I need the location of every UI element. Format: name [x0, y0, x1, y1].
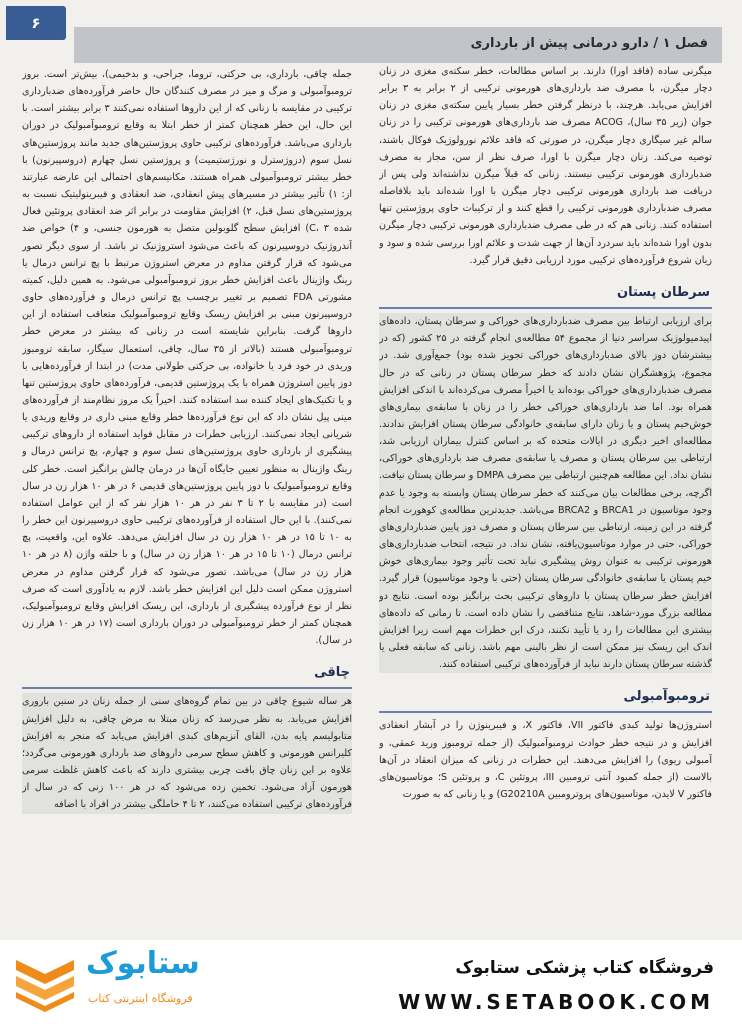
thromboembolism-continued-paragraph: جمله چاقی، بارداری، بی حرکتی، تروما، جراحی، و بدخیمی)، بیش‌تر است. بروز ترومبوآمبولی و مرگ و میر در مصرف کنندگان حال حاضر فرآورده‌های ضدبارداری ترکیبی در مقایسه با زنانی که از این داروها استفاده نمی‌کنند ۳ برابر بیشتر است. با این حال، این خطر همچنان کمتر از خطر ابتلا به وقایع ترومبوآمبولیک در دوران بارداری می‌باشد. فرآورده‌های ترکیبی حاوی پروژستین‌های جدید مانند پروژستین‌های نسل سوم (دزوژسترل و نورژستیمیت) و پروژستین نسل چهارم (دروسپیرنون) با خطر بیشتر ترومبوآمبولی همراه هستند. مکانیسم‌های احتمالی این عارضه عبارتند از: ۱) تأثیر بیشتر در مسیرهای پیش انعقادی، ضد انعقادی و فیبرینولیتیک نسبت به پروژستین‌های نسل قبل، ۲) افزایش مقاومت در برابر اثر ضد انعقادی پروتئین فعال شده C، ۳) افزایش سطح گلوبولین متصل به هورمون جنسی، و ۴) خواص ضد آندروژنیک دروسپیرنون که باعث می‌شود استروژنیک تر باشد. از سوی دیگر تصور می‌شود که قرار گرفتن مداوم در معرض استروژن مرتبط با پچ ترانس درمال یا رینگ واژینال باعث افزایش خطر بروز ترومبوآمبولی می‌شود. به همین دلیل، کمیته مشورتی FDA تصمیم بر تغییر برچسب پچ ترانس درمال و فرآورده‌های حاوی دروسپیرنون مبنی بر افزایش ریسک وقایع ترومبوآمبولیک متعاقب استفاده از این داروها گرفت. بنابراین شایسته است در زنانی که بیشتر در معرض خطر ترومبوآمبولی هستند (بالاتر از ۳۵ سال، چاقی، استعمال سیگار، سابقه ترومبوز وریدی در خود فرد یا خانواده، بی حرکتی طولانی مدت) در ابتدا از فرآورده‌هایی با دوز پایین استروژن همراه با یک پروژستین قدیمی، فرآورده‌های حاوی پروژستین تنها و یا تکنیک‌های ایجاد کننده سد استفاده کنند. اخیراً یک مروز نظام‌مند از فرآورده‌های مینی پیل نشان داد که این نوع فرآورده‌ها خطر وقایع مبنی داری در وقایع وریدی یا شریانی ایجاد نمی‌کنند. ارزیابی خطرات در مقابل فواید استفاده از داروهای ترکیبی پیشگیری از بارداری حاوی پروژستین‌های نسل سوم و چهارم، پچ ترانس درمال و رینگ واژینال به منظور تعیین جایگاه آن‌ها در درمان چالش برانگیز است. خطر کلی وقایع ترومبوآمبولیک با دوز پایین پروژستین‌های قدیمی ۶ در هر ۱۰ هزار زن در سال است (در مقایسه با ۲ تا ۳ نفر در هر ۱۰ هزار نفر که از این عوامل استفاده نمی‌کنند). با این حال استفاده از فرآورده‌های ترکیبی حاوی دروسپیرنون این خطر را به ۱۰ تا ۱۵ در هر ۱۰ هزار زن در سال افزایش می‌دهد. علاوه این، واقعیت، پچ ترانس درمال (۱۰ تا ۱۵ در هر ۱۰ هزار زن در سال) و با حلقه واژن (۸ در هر ۱۰ هزار زن در سال) می‌باشد. تصور می‌شود که قرار گرفتن مداوم در معرض استروژن ممکن است دلیل این افزایش خطر باشد. لازم به یادآوری است که صرف نظر از نوع فرآورده پیشگیری از بارداری، این ریسک افزایش وقایع ترومبوآمبولیک، همچنان کمتر از خطر ترومبوآمبولی در دوران بارداری است (۱۷ در هر ۱۰ هزار زن در سال). — [22, 69, 352, 647]
thromboembolism-paragraph: استروژن‌ها تولید کبدی فاکتور VII، فاکتور X، و فیبرینوژن را در آبشار انعقادی افزایش و در نتیجه خطر حوادث ترومبوآمبولیک (از جمله ترومبوز ورید عمقی، و آمبولی ریوی) را افزایش می‌دهند. این خطرات در زنانی که میزان انعقاد در آن‌ها بالاست (از جمله کمبود آنتی ترومبین III، پروتئین C، و پروتئین S؛ موتاسیون‌های فاکتور V لایدن، موتاسیون‌های پروترومبین G20210A) و یا زنانی که به صورت — [379, 720, 712, 801]
obesity-heading: چاقی — [22, 661, 352, 689]
obesity-block — [22, 693, 352, 813]
page-number: ۶ — [6, 6, 66, 40]
chapter-title: فصل ۱ / دارو درمانی پیش از بارداری — [470, 36, 708, 51]
chapter-header-bar — [74, 27, 722, 63]
store-url[interactable]: WWW.SETABOOK.COM — [398, 990, 714, 1014]
breast-cancer-block — [379, 313, 712, 673]
right-column — [379, 63, 712, 940]
logo-tagline: فروشگاه اینترنتی کتاب — [88, 992, 193, 1005]
logo-wordmark: ستابوک — [86, 946, 200, 981]
obesity-paragraph: هر ساله شیوع چاقی در بین تمام گروه‌های سنی از جمله زنان در سنین باروری افزایش می‌یابد. به نظر می‌رسد که زنان مبتلا به مرض چاقی، به دلیل افزایش متابولیسم پایه بدن، القای آنزیم‌های کبدی افزایش می‌یابد که منجر به افزایش کلیرانس هورمونی و کاهش سطح سرمی داروهای ضد بارداری هورمونی می‌گردد؛ علاوه بر این زنان چاق بافت چربی بیشتری دارند که باعث کاهش غلظت سرمی هورمون آزاد می‌شود. تخمین زده می‌شود که در هر ۱۰۰ زنی که در سال از فرآورده‌های ترکیبی استفاده می‌کنند، ۲ تا ۴ حاملگی بیشتر در افراد با اضافه — [22, 696, 352, 811]
store-logo — [12, 946, 302, 1018]
store-name: فروشگاه کتاب پزشکی ستابوک — [455, 958, 714, 978]
left-column — [22, 66, 352, 940]
thromboembolism-heading: ترومبوآمبولی — [379, 685, 712, 713]
breast-cancer-heading: سرطان پستان — [379, 281, 712, 309]
book-chevron-icon — [12, 952, 78, 1012]
breast-cancer-paragraph: برای ارزیابی ارتباط بین مصرف ضدبارداری‌های خوراکی و سرطان پستان، داده‌های اپیدمیولوژیک سراسر دنیا از مجموع ۵۴ مطالعه‌ی انجام گرفته در ۲۵ کشور (که در بیشترشان دوز بالای ضدبارداری‌های خوراکی تجویز شده بود) جمع‌آوری شد. در مجموع، پژوهشگران نشان دادند که خطر سرطان پستان در زنانی که در حال مصرف ضدبارداری‌های خوراکی بوده‌اند یا اخیراً مصرف می‌کرده‌اند با اندکی افزایش همراه بود. اما ضد بارداری‌های خوراکی خطر را در زنان با سابقه‌ی بیماری‌های خوش‌خیم پستان و یا زنان دارای سابقه‌ی خانوادگی سرطان پستان افزایش ندادند. مطالعه‌ای اخیر دیگری در ایالات متحده که بر اساس کنترل بیماران ارزیابی شد، ارتباطی بین سرطان پستان و مصرف یا سابقه‌ی مصرف ضد بارداری‌های خوراکی، نشان نداد. این مطالعه هم‌چنین ارتباطی بین مصرف DMPA و سرطان پستان نیافت. اگرچه، برخی مطالعات بیان می‌کنند که خطر سرطان پستان وابسته به وجود یا عدم وجود موتاسیون در BRCA1 و BRCA2 می‌باشد. جدیدترین مطالعه‌ی کوهورت انجام گرفته در این زمینه، ارتباطی بین سرطان پستان و مصرف دوز پایین ضدبارداری‌های خوراکی، حتی در موارد موتاسیون‌یافته، نشان نداد. در نتیجه، انتخاب ضدبارداری‌های هورمونی ترکیبی به عنوان روش پیشگیری نباید تحت تأثیر وجود بیماری‌های خوش خیم پستان یا سابقه‌ی خانوادگی سرطان پستان (حتی با وجود موتاسیون) قرار گیرد. افزایش خطر سرطان پستان با داروهای ترکیبی بحث برانگیز بوده است. نتایج دو مطالعه بزرگ مورد-شاهد، نتایج متناقضی را نشان داده است. تا زمانی که داده‌های بیشتری این مطالعات را رد یا تأیید نکنند، درک این خطرات مهم است زیرا افزایش اندک این ریسک نیز ممکن است از نظر بالینی مهم باشد. زنانی که سابقه فعلی یا گذشته سرطان پستان دارند نباید از فرآورده‌های ترکیبی استفاده کنند. — [379, 316, 712, 671]
migraine-paragraph: میگرنی ساده (فاقد اورا) دارند. بر اساس مطالعات، خطر سکته‌ی مغزی در زنان دچار میگرن، با مصرف ضد بارداری‌های هورمونی ترکیبی از ۲ برابر به ۳ برابر افزایش می‌یابد. هرچند، با درنظر گرفتن خطر بسیار پایین سکته‌ی مغزی در زنان جوان (زیر ۳۵ سال)، ACOG مصرف ضد بارداری‌های هورمونی ترکیبی را در زنان سالم غیر سیگاری دچار میگرن، در صورتی که فاقد علائم نورولوژیک فوکال باشند، توصیه می‌کند. زنان دچار میگرن با اورا، صرف نظر از سن، مجاز به مصرف ضدبارداری هورمونی ترکیبی نیستند. زنانی که قبلاً میگرن نداشته‌اند ولی پس از دریافت ضد بارداری هورمونی ترکیبی دچار میگرن با اورا شده‌اند باید بلافاصله مصرف ضدبارداری هورمونی ترکیبی را قطع کنند و از ترکیبات حاوی پروژستین تنها استفاده کنند. زنانی هم که در طی مصرف ضدبارداری هورمونی ترکیبی دچار میگرن بدون اورا شده‌اند باید سردرد آن‌ها از جهت شدت و علائم اورا بررسی شده و سود و زیان شروع فرآورده‌های ترکیبی مورد ارزیابی دقیق قرار گیرد. — [379, 66, 712, 266]
